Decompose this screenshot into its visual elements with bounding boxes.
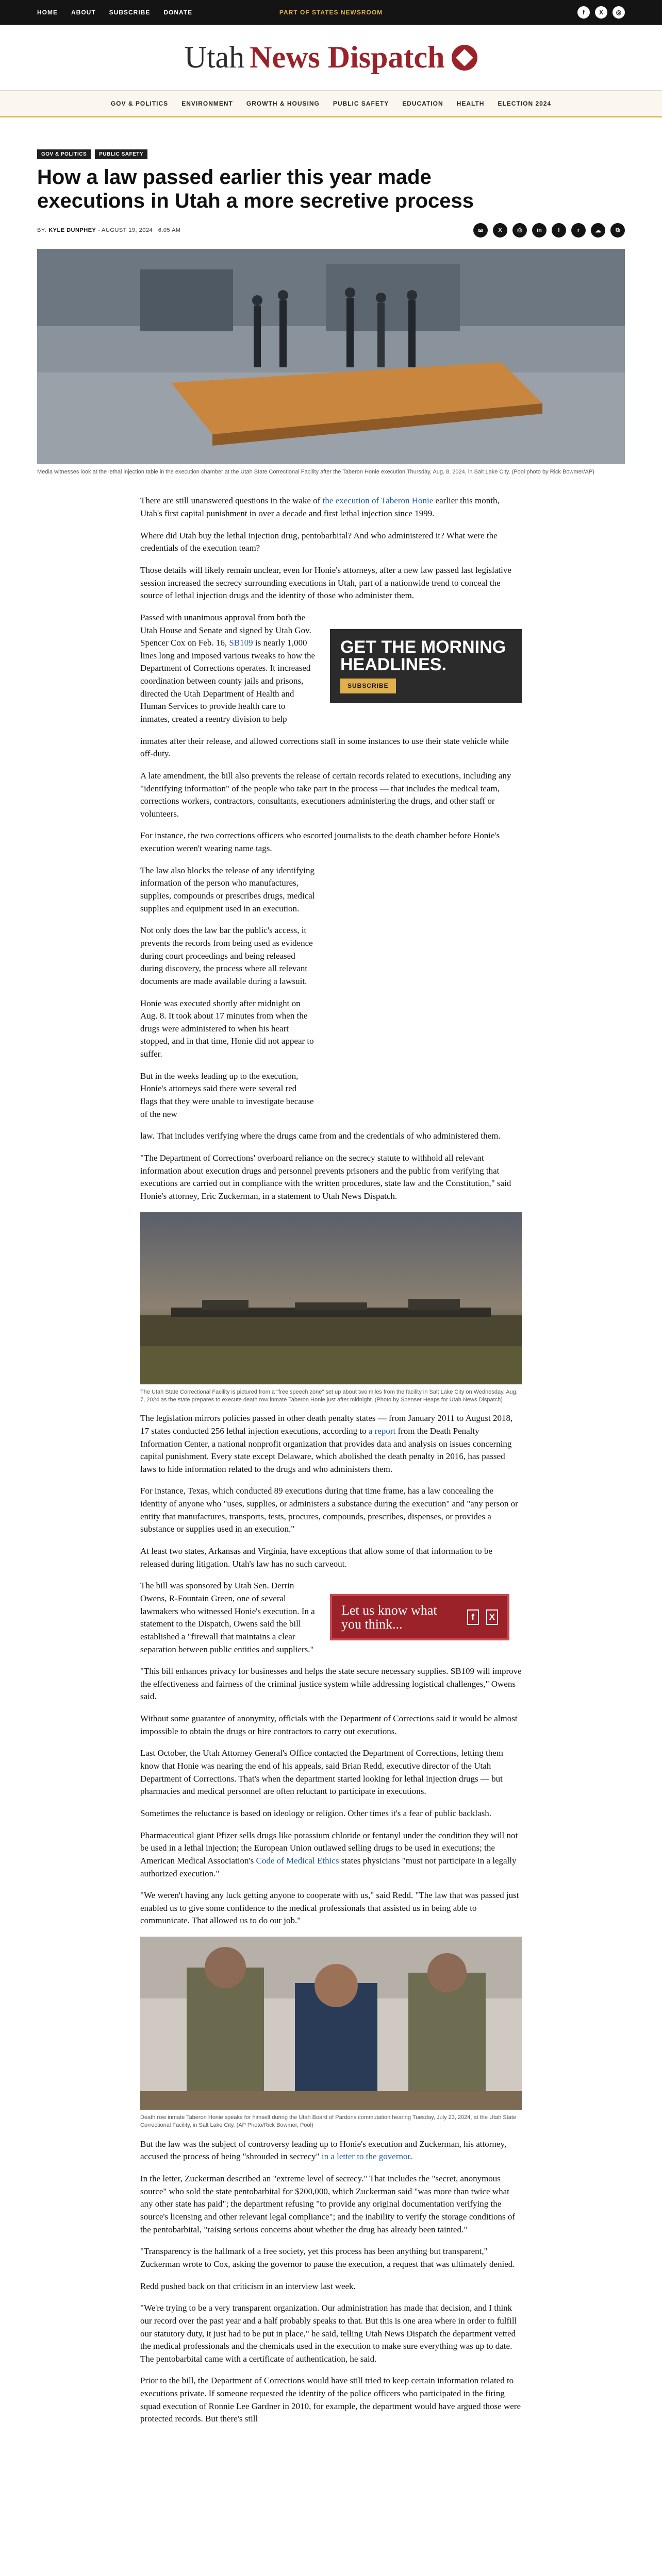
section-growth-housing[interactable]: GROWTH & HOUSING bbox=[246, 99, 320, 107]
float-text bbox=[140, 1580, 316, 1665]
x-icon[interactable]: X bbox=[486, 1609, 498, 1625]
paragraph: "This bill enhances privacy for businesses and helps the state secure necessary supplies. SB109 will improve the effectiveness and fairness of the criminal justice system while addressing logistical challenges," Owens said. bbox=[140, 1666, 522, 1702]
narrow-column-block bbox=[140, 865, 522, 1130]
byline-prefix: BY: bbox=[37, 227, 47, 233]
paragraph: But in the weeks leading up to the execution, Honie's attorneys said there were several red flags that they were unable to investigate because of the new bbox=[140, 1071, 314, 1119]
prison-photo-caption: The Utah State Correctional Facility is pictured from a "free speech zone" set up about two miles from the facility in Salt Lake City on Wednesday, Aug. 7, 2024 as the state prepares to execute death row inmate Taberon Honie just after midnight. (Photo by Spenser Heaps for Utah News Dispatch) bbox=[140, 1388, 518, 1403]
paragraph: Last October, the Utah Attorney General's Office contacted the Department of Corrections, letting them know that Honie was nearing the end of his appeals, said Brian Redd, executive director of the Utah Department of Corrections. That's when the department started looking for lethal injection drugs — but pharmacies and medical personnel are often reluctant to participate in executions. bbox=[140, 1748, 504, 1797]
section-education[interactable]: EDUCATION bbox=[402, 99, 443, 107]
paragraph: "Transparency is the hallmark of a free society, yet this process has been anything but transparent," Zuckerman wrote to Cox, asking the governor to pause the execution, a request that was ultimately denied. bbox=[140, 2246, 515, 2269]
subscribe-button[interactable]: SUBSCRIBE bbox=[340, 679, 396, 693]
section-gov-politics[interactable]: GOV & POLITICS bbox=[110, 99, 169, 107]
linkedin-icon[interactable]: in bbox=[532, 223, 547, 238]
paragraph: Where did Utah buy the lethal injection drug, pentobarbital? And who administered it? What were the credentials of the execution team? bbox=[140, 530, 498, 553]
paragraph: But the law was the subject of controversy leading up to Honie's execution and Zuckerman, his attorney, accused the process of being "shrouded in secrecy" in a letter to the governor. bbox=[140, 2139, 507, 2162]
paragraph: Passed with unanimous approval from both the Utah House and Senate and signed by Utah Gov. Spencer Cox on Feb. 16, SB109 is nearly 1,000 lines long and imposed various tweaks to how the Department of Corrections operates. It increased coordination between county jails and prisons, directed the Utah Department of Health and Human Services to provide health care to inmates, created a reentry division to help bbox=[140, 612, 316, 724]
feedback-widget[interactable] bbox=[330, 1594, 509, 1640]
section-environment[interactable]: ENVIRONMENT bbox=[181, 99, 233, 107]
logo-text-utah: Utah bbox=[184, 40, 245, 74]
lead-photo-execution-chamber bbox=[37, 249, 625, 464]
tag-gov-politics[interactable]: GOV & POLITICS bbox=[37, 149, 91, 159]
section-election-2024[interactable]: ELECTION 2024 bbox=[498, 99, 552, 107]
dpic-report-link[interactable]: a report bbox=[368, 1426, 396, 1436]
article-title: How a law passed earlier this year made executions in Utah a more secretive process bbox=[37, 166, 474, 212]
instagram-icon[interactable]: ◎ bbox=[613, 6, 625, 19]
promo-float-block bbox=[140, 612, 522, 735]
paragraph: Redd pushed back on that criticism in an interview last week. bbox=[140, 2281, 356, 2291]
newsletter-promo bbox=[330, 629, 522, 703]
section-public-safety[interactable]: PUBLIC SAFETY bbox=[333, 99, 389, 107]
top-utility-bar bbox=[0, 0, 662, 25]
paragraph: There are still unanswered questions in the wake of the execution of Taberon Honie earlier this month, Utah's first capital punishment in over a decade and first lethal injection since 1999. bbox=[140, 496, 500, 519]
paragraph: Prior to the bill, the Department of Corrections would have still tried to keep certain information related to executions private. If someone requested the identity of the police officers who participated in the firing squad execution of Ronnie Lee Gardner in 2010, for example, the department would have argued those were protected records. But there's still bbox=[140, 2376, 521, 2424]
x-icon[interactable]: X bbox=[493, 223, 507, 238]
lead-figure bbox=[37, 249, 625, 476]
paragraph: The legislation mirrors policies passed in other death penalty states — from January 2011 to August 2018, 17 states conducted 256 lethal injection executions, according to a report from the Death Penalty Information Center, a national nonprofit organization that provides data and analysis on issues concerning capital punishment. Every state except Delaware, which abolished the death penalty in 2016, has passed laws to hide information related to the drugs and who administers them. bbox=[140, 1413, 513, 1474]
tag-public-safety[interactable]: PUBLIC SAFETY bbox=[95, 149, 147, 159]
paragraph: In the letter, Zuckerman described an "extreme level of secrecy." That includes the "secret, anonymous source" who sold the state pentobarbital for $200,000, which Zuckerman said "was more than twice what any other state has paid"; the department refusing "to provide any original documentation verifying the source's licensing and other relevant legal compliance"; and the inability to verify the storage conditions of the pentobarbital, "raising serious concerns about whether the drug has already been tainted." bbox=[140, 2174, 516, 2234]
article bbox=[37, 149, 625, 2426]
nav-donate-link[interactable]: DONATE bbox=[163, 9, 193, 16]
paragraph: Sometimes the reluctance is based on ideology or religion. Other times it's a fear of public backlash. bbox=[140, 1808, 491, 1818]
publish-time: 6:05 AM bbox=[158, 227, 181, 233]
social-links bbox=[577, 6, 625, 19]
network-link[interactable]: PART OF STATES NEWSROOM bbox=[279, 9, 383, 16]
paragraph: "The Department of Corrections' overboard reliance on the secrecy statute to withhold all relevant information about execution drugs and personnel prevents prisoners and the public from verifying that executions are carried out in compliance with the written procedures, state law and the Constitution," said Honie's attorney, Eric Zuckerman, in a statement to Utah News Dispatch. bbox=[140, 1153, 511, 1201]
paragraph: A late amendment, the bill also prevents the release of certain records related to executions, including any "identifying information" of the people who take part in the process — that includes the medical team, corrections workers, contractors, consultants, executioners administering the drugs, and other staff or volunteers. bbox=[140, 770, 511, 819]
paragraph: law. That includes verifying where the drugs came from and the credentials of who administered them. bbox=[140, 1131, 501, 1141]
paragraph: "We're trying to be a very transparent organization. Our administration has made that decision, and I think our record over the past year and a half probably speaks to that. But this is one area where in order to fulfill our statutory duty, it just had to be put in place," he said, telling Utah News Dispatch the department vetted the medical professionals and the chemicals used in the execution to make sure everything was up to date. The pentobarbital came with a certificate of authentication, he said. bbox=[140, 2303, 517, 2364]
feedback-text: Let us know what you think... bbox=[341, 1603, 437, 1632]
hearing-illustration bbox=[140, 1937, 522, 2110]
x-icon[interactable]: X bbox=[595, 6, 607, 19]
paragraph: Those details will likely remain unclear, even for Honie's attorneys, after a new law passed last legislative session increased the secrecy surrounding executions in Utah, part of a nationwide trend to conceal the source of lethal injection drugs and the identity of those who administer them. bbox=[140, 565, 511, 601]
paragraph: inmates after their release, and allowed corrections staff in some instances to use their state vehicle while off-duty. bbox=[140, 736, 509, 759]
site-logo[interactable] bbox=[185, 40, 478, 75]
nav-about-link[interactable]: ABOUT bbox=[71, 9, 96, 16]
honie-execution-link[interactable]: the execution of Taberon Honie bbox=[322, 496, 434, 506]
paragraph: At least two states, Arkansas and Virginia, have exceptions that allow some of that information to be released during litigation. Utah's law has no such carveout. bbox=[140, 1546, 492, 1569]
nav-home-link[interactable]: HOME bbox=[37, 9, 58, 16]
email-icon[interactable]: ✉ bbox=[473, 223, 488, 238]
paragraph: The law also blocks the release of any identifying information of the person who manufactures, supplies, compounds or prescribes drugs, medical supplies and equipment used in an execution. bbox=[140, 865, 315, 913]
governor-letter-link[interactable]: in a letter to the governor bbox=[321, 2151, 410, 2162]
promo-headline: GET THE MORNING HEADLINES. bbox=[340, 637, 506, 674]
facebook-icon[interactable]: f bbox=[467, 1609, 479, 1625]
paragraph: Honie was executed shortly after midnight on Aug. 8. It took about 17 minutes from when the drugs were administered to when his heart stopped, and in that time, Honie did not appear to suffer. bbox=[140, 998, 314, 1059]
bluesky-icon[interactable]: ☁ bbox=[591, 223, 605, 238]
nav-subscribe-link[interactable]: SUBSCRIBE bbox=[109, 9, 151, 16]
byline bbox=[37, 227, 181, 233]
narrow-text bbox=[140, 865, 316, 1130]
article-tags bbox=[37, 149, 625, 159]
feedback-float-block bbox=[140, 1580, 522, 1665]
paragraph: "We weren't having any luck getting anyone to cooperate with us," said Redd. "The law that was passed just enabled us to give some confidence to the medical professionals that assisted us in being able to communicate. That allowed us to do our job." bbox=[140, 1890, 519, 1926]
execution-chamber-illustration bbox=[37, 249, 625, 464]
logo-text-news-dispatch: News Dispatch bbox=[250, 40, 445, 74]
float-text bbox=[140, 612, 316, 735]
facebook-icon[interactable]: f bbox=[552, 223, 566, 238]
print-icon[interactable]: ⎙ bbox=[512, 223, 527, 238]
paragraph: For instance, Texas, which conducted 89 executions during that time frame, has a law concealing the identity of anyone who "uses, supplies, or administers a substance during the execution" and "any person or entity that manufactures, transports, tests, procures, compounds, prescribes, dispenses, or provides a substance or supplies used in an execution." bbox=[140, 1486, 518, 1534]
paragraph: Not only does the law bar the public's access, it prevents the records from being used as evidence during court proceedings and being released during discovery, the process where all relevant documents are made available during a lawsuit. bbox=[140, 925, 313, 986]
sb109-link[interactable]: SB109 bbox=[229, 638, 253, 648]
section-health[interactable]: HEALTH bbox=[456, 99, 485, 107]
logo-seal-icon bbox=[452, 45, 477, 71]
reddit-icon[interactable]: r bbox=[571, 223, 586, 238]
top-nav bbox=[37, 9, 192, 16]
paragraph: For instance, the two corrections officers who escorted journalists to the death chamber before Honie's execution weren't wearing name tags. bbox=[140, 831, 500, 854]
prison-landscape-illustration bbox=[140, 1212, 522, 1384]
copy-link-icon[interactable]: ⧉ bbox=[610, 223, 625, 238]
honie-hearing-photo bbox=[140, 1937, 522, 2110]
ama-ethics-link[interactable]: Code of Medical Ethics bbox=[256, 1855, 339, 1866]
facebook-icon[interactable]: f bbox=[577, 6, 590, 19]
publish-date: - AUGUST 19, 2024 bbox=[97, 227, 153, 233]
prison-sunset-photo bbox=[140, 1212, 522, 1384]
byline-row bbox=[37, 221, 625, 240]
paragraph: Pharmaceutical giant Pfizer sells drugs like potassium chloride or fentanyl under the condition they will not be used in a lethal injection; the European Union outlawed selling drugs to be used in executions; the American Medical Association's Code of Medical Ethics states physicians "must not participate in a legally authorized execution." bbox=[140, 1830, 518, 1878]
lead-photo-caption: Media witnesses look at the lethal injection table in the execution chamber at the Utah State Correctional Facility after the Taberon Honie execution Thursday, Aug. 8, 2024, in Salt Lake City. (Pool photo by Rick Bowmer/AP) bbox=[37, 469, 594, 475]
author-link[interactable]: KYLE DUNPHEY bbox=[48, 227, 96, 233]
paragraph: The bill was sponsored by Utah Sen. Derrin Owens, R-Fountain Green, one of several lawmakers who witnessed Honie's execution. In a statement to the Dispatch, Owens said the bill established a "firewall that maintains a clear separation between public entities and suppliers." bbox=[140, 1581, 315, 1654]
paragraph: Without some guarantee of anonymity, officials with the Department of Corrections said it would be almost impossible to obtain the drugs or hire contractors to carry out executions. bbox=[140, 1714, 518, 1736]
masthead bbox=[0, 25, 662, 91]
section-nav bbox=[0, 91, 662, 117]
article-body bbox=[140, 495, 522, 2426]
hearing-photo-caption: Death row inmate Taberon Honie speaks for himself during the Utah Board of Pardons commutation hearing Tuesday, July 23, 2024, at the Utah State Correctional Facility, in Salt Lake City. (AP Photo/Rick Bowmer, Pool) bbox=[140, 2114, 517, 2129]
share-buttons bbox=[473, 223, 625, 238]
